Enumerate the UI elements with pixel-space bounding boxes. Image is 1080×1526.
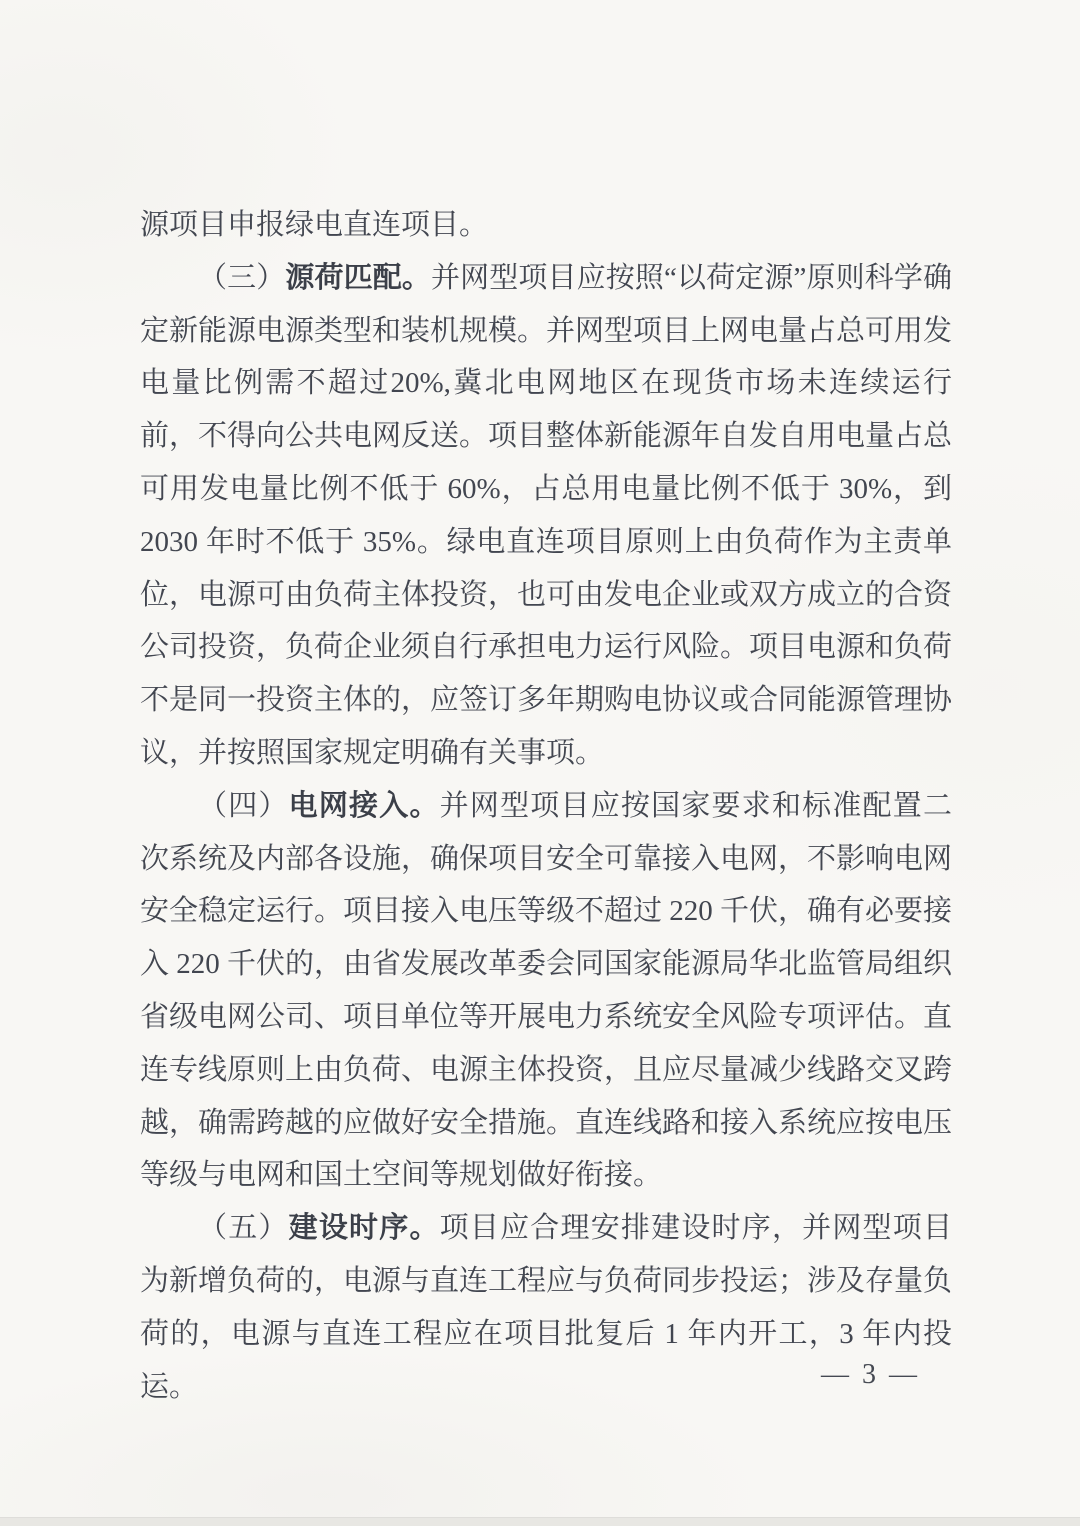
document-body xyxy=(140,199,952,1413)
paragraph-text: 项目应合理安排建设时序，并网型项目为新增负荷的，电源与直连工程应与负荷同步投运；涉及存量负荷的，电源与直连工程应在项目批复后 1 年内开工，3 年内投运。 xyxy=(140,1212,953,1403)
section-heading: 电网接入。 xyxy=(288,789,440,822)
page-number: — 3 — xyxy=(821,1359,920,1390)
paragraph-text: 并网型项目应按照“以荷定源”原则科学确定新能源电源类型和装机规模。并网型项目上网电量占总可用发电量比例需不超过20%,冀北电网地区在现货市场未连续运行前，不得向公共电网反送。项目整体新能源年自发自用电量占总可用发电量比例不低于 60%，占总用电量比例不低于 30%，到 2030 年时不低于 35%。绿电直连项目原则上由负荷作为主责单位，电源可由负荷主体投资，也可由发电企业或双方成立的合资公司投资，负荷企业须自行承担电力运行风险。项目电源和负荷不是同一投资主体的，应签订多年期购电协议或合同能源管理协议，并按照国家规定明确有关事项。 xyxy=(140,261,953,769)
section-label: （三） xyxy=(198,261,286,294)
paragraph-section-4 xyxy=(140,780,952,1202)
scan-edge-shadow xyxy=(0,1517,1080,1526)
section-label: （五） xyxy=(198,1212,289,1245)
section-heading: 源荷匹配。 xyxy=(285,261,431,294)
paragraph-text: 源项目申报绿电直连项目。 xyxy=(140,209,489,241)
paragraph-section-3 xyxy=(140,252,952,780)
paragraph-text: 并网型项目应按国家要求和标准配置二次系统及内部各设施，确保项目安全可靠接入电网，不影响电网安全稳定运行。项目接入电压等级不超过 220 千伏，确有必要接入 220 千伏的，由省发展改革委会同国家能源局华北监管局组织省级电网公司、项目单位等开展电力系统安全风险专项评估。直连专线原则上由负荷、电源主体投资，且应尽量减少线路交叉跨越，确需跨越的应做好安全措施。直连线路和接入系统应按电压等级与电网和国土空间等规划做好衔接。 xyxy=(140,789,953,1192)
paragraph-continuation xyxy=(140,199,952,252)
section-label: （四） xyxy=(198,789,289,822)
section-heading: 建设时序。 xyxy=(288,1212,440,1245)
